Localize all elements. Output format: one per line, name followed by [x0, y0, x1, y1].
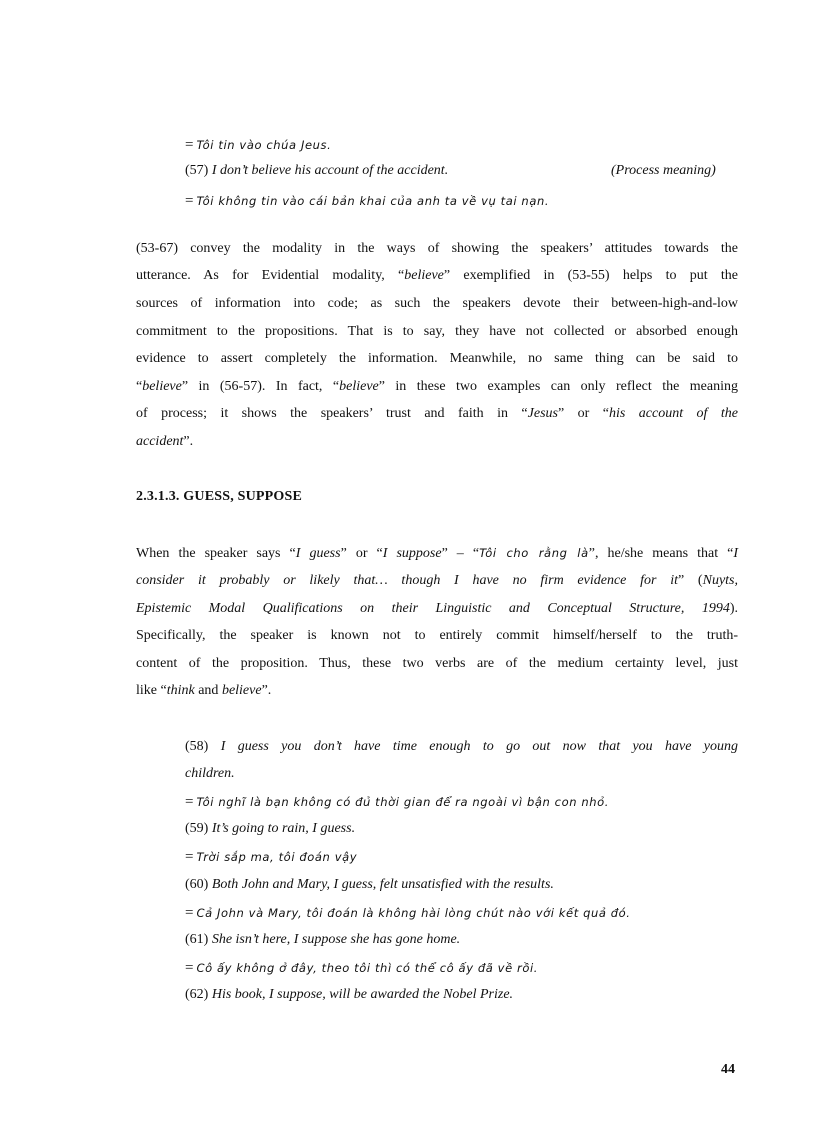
example-60: (60) Both John and Mary, I guess, felt unsatisfied with the results.	[185, 877, 554, 892]
example-59: (59) It’s going to rain, I guess.	[185, 821, 356, 836]
example-58-line-2: children.	[185, 766, 235, 781]
paragraph-1-line-2: utterance. As for Evidential modality, “believe” exemplified in (53-55) helps to put the	[136, 268, 738, 283]
paragraph-2-line-2: consider it probably or likely that… though I have no firm evidence for it” (Nuyts,	[136, 573, 738, 588]
paragraph-1-line-5: evidence to assert completely the information. Meanwhile, no same thing can be said to	[136, 351, 738, 366]
example-61: (61) She isn’t here, I suppose she has gone home.	[185, 932, 461, 947]
example-57-translation: = Tôi không tin vào cái bản khai của anh ta về vụ tai nạn.	[185, 193, 550, 209]
paragraph-1-line-3: sources of information into code; as such the speakers devote their between-high-and-low	[136, 296, 738, 311]
example-60-translation: = Cả John và Mary, tôi đoán là không hài lòng chút nào với kết quả đó.	[185, 905, 631, 921]
example-59-translation: = Trời sắp ma, tôi đoán vậy	[185, 849, 358, 865]
paragraph-1-line-1: (53-67) convey the modality in the ways of showing the speakers’ attitudes towards the	[136, 241, 738, 256]
paragraph-1-line-6: “believe” in (56-57). In fact, “believe” in these two examples can only reflect the meaning	[136, 379, 738, 394]
example-56-translation: = Tôi tin vào chúa Jeus.	[185, 137, 332, 153]
example-61-translation: = Cô ấy không ở đây, theo tôi thì có thể cô ấy đã về rồi.	[185, 960, 539, 976]
paragraph-2-line-5: content of the proposition. Thus, these two verbs are of the medium certainty level, just	[136, 656, 738, 671]
page-number: 44	[721, 1062, 735, 1077]
paragraph-1-line-4: commitment to the propositions. That is to say, they have not collected or absorbed enough	[136, 324, 738, 339]
paragraph-2-line-3: Epistemic Modal Qualifications on their Linguistic and Conceptual Structure, 1994).	[136, 601, 738, 616]
example-62: (62) His book, I suppose, will be awarded the Nobel Prize.	[185, 987, 514, 1002]
example-57: (57) I don’t believe his account of the accident.	[185, 163, 449, 178]
example-58-translation: = Tôi nghĩ là bạn không có đủ thời gian để ra ngoài vì bận con nhỏ.	[185, 794, 610, 810]
paragraph-1-line-7: of process; it shows the speakers’ trust and faith in “Jesus” or “his account of the	[136, 406, 738, 421]
paragraph-2-line-6: like “think and believe”.	[136, 683, 272, 698]
paragraph-2-line-1: When the speaker says “I guess” or “I suppose” – “Tôi cho rằng là”, he/she means that “I	[136, 546, 739, 561]
paragraph-1-line-8: accident”.	[136, 434, 194, 449]
example-57-note: (Process meaning)	[611, 163, 716, 178]
example-58-line-1: (58) I guess you don’t have time enough to go out now that you have young	[185, 739, 739, 754]
section-heading: 2.3.1.3. GUESS, SUPPOSE	[136, 489, 303, 504]
paragraph-2-line-4: Specifically, the speaker is known not to entirely commit himself/herself to the truth-	[136, 628, 738, 643]
